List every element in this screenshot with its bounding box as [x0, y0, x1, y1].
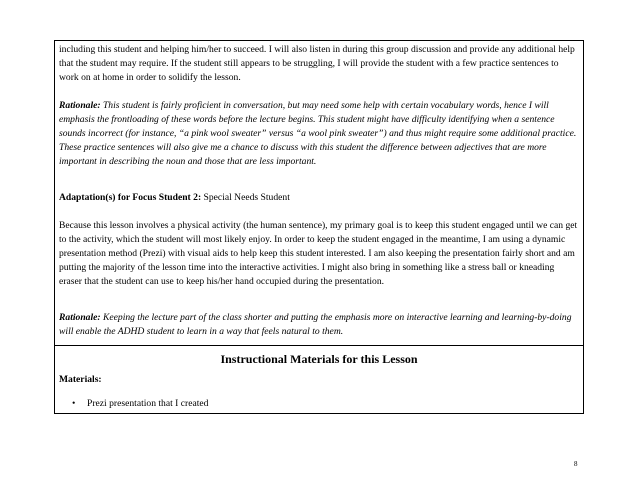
list-item	[73, 397, 579, 411]
adaptation-value: Special Needs Student	[201, 192, 290, 203]
page-number: 8	[574, 460, 578, 468]
student1-support-paragraph: including this student and helping him/her to succeed. I will also listen in during this group discussion and provide any additional help that the student may require. If the student still appears to be struggling, I will provide the student with a few practice sentences to work on at home in order to solidify the lesson.	[59, 44, 575, 83]
list-item-text: Prezi presentation that I created	[87, 398, 209, 409]
rationale-label: Rationale:	[59, 100, 101, 111]
section-heading: Instructional Materials for this Lesson	[220, 352, 418, 366]
materials-list	[59, 397, 579, 411]
rationale-label: Rationale:	[59, 312, 101, 323]
rationale-student1	[59, 99, 579, 169]
rationale-text: This student is fairly proficient in conversation, but may need some help with certain vocabulary words, hence I will emphasis the frontloading of these words before the lecture begins. This student might have difficulty identifying when a sentence sounds incorrect (for instance, “a pink wool sweater” versus “a wool pink sweater”) and thus might require some additional practice. These practice sentences will also give me a chance to discuss with this student the difference between adjectives that are more important in describing the noun and those that are less important.	[59, 100, 577, 167]
document-page	[54, 40, 584, 414]
rationale-student2	[59, 311, 579, 339]
materials-cell	[55, 346, 583, 413]
adaptations-cell	[55, 41, 583, 346]
student2-support-paragraph: Because this lesson involves a physical activity (the human sentence), my primary goal is to keep this student engaged until we can get to the activity, which the student will most likely enjoy. In order to keep the student engaged in the meantime, I am using a dynamic presentation method (Prezi) with visual aids to help keep this student interested. I am also keeping the presentation fairly short and am putting the majority of the lesson time into the interactive activities. I might also bring in something like a stress ball or kneading eraser that the student can use to keep his/her hand occupied during the presentation.	[59, 220, 578, 287]
bullet-icon: •	[72, 398, 76, 409]
materials-label: Materials:	[59, 374, 102, 385]
rationale-text: Keeping the lecture part of the class shorter and putting the emphasis more on interactive learning and learning-by-doing will enable the ADHD student to learn in a way that feels natural to them.	[59, 312, 572, 337]
lesson-plan-table	[54, 40, 584, 414]
adaptation-label: Adaptation(s) for Focus Student 2:	[59, 192, 202, 203]
adaptation-student2-heading	[59, 191, 579, 205]
